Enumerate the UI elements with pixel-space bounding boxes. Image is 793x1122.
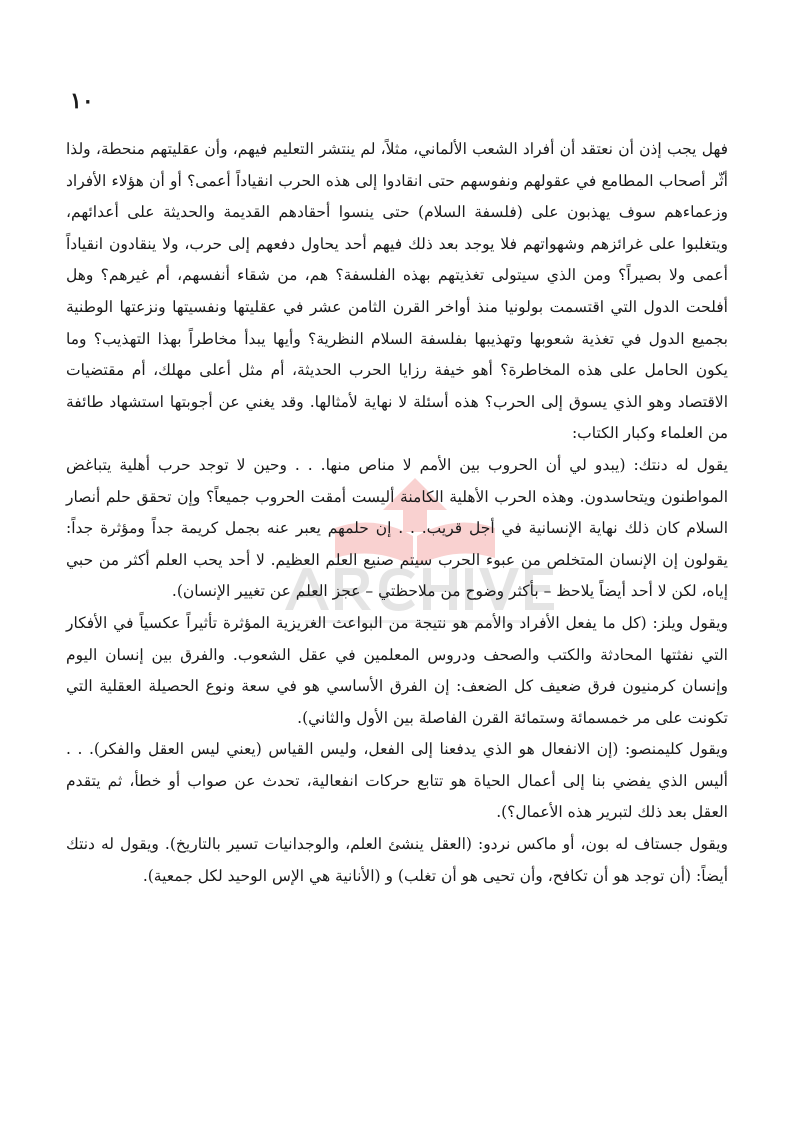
paragraph: فهل يجب إذن أن نعتقد أن أفراد الشعب الألماني، مثلاً، لم ينتشر التعليم فيهم، وأن عقليتهم منحطة، ولذا أثّر أصحاب المطامع في عقولهم ونفوسهم حتى انقادوا إلى هذه الحرب انقياداً أعمى؟ أو أن هؤلاء الأفراد وزعماءهم سوف يهذبون على (فلسفة السلام) حتى ينسوا أحقادهم القديمة والحديثة على أعدائهم، ويتغلبوا على غرائزهم وشهواتهم فلا يوجد بعد ذلك فيهم أحد يحاول دفعهم إلى حرب، ولا ينقادون انقياداً أعمى ولا بصيراً؟ ومن الذي سيتولى تغذيتهم بهذه الفلسفة؟ هم، من شقاء أنفسهم، أم غيرهم؟ وهل أفلحت الدول التي اقتسمت بولونيا منذ أواخر القرن الثامن عشر في عقليتها ونفسيتها ونزعتها الوطنية بجميع الدول في تغذية شعوبها وتهذيبها بفلسفة السلام النظرية؟ وأيها يبدأ مخاطراً بهذا التهذيب؟ وما يكون الحامل على هذه المخاطرة؟ أهو خيفة رزايا الحرب الحديثة، أم مثل أعلى مهلك، أم مقتضيات الاقتصاد وهو الذي يسوق إلى الحرب؟ هذه أسئلة لا نهاية لأمثالها. وقد يغني عن أجوبتها استشهاد طائفة من العلماء وكبار الكتاب: — [66, 140, 728, 443]
paragraph: ويقول جستاف له بون، أو ماكس نردو: (العقل ينشئ العلم، والوجدانيات تسير بالتاريخ). ويقول له دنتك أيضاً: (أن توجد هو أن تكافح، وأن تحيى هو أن تغلب) و (الأنانية هي الإس الوحيد لكل جمعية). — [66, 835, 728, 885]
paragraph: ويقول كليمنصو: (إن الانفعال هو الذي يدفعنا إلى الفعل، وليس القياس (يعني ليس العقل والفكر). . . أليس الذي يفضي بنا إلى أعمال الحياة هو تتابع حركات انفعالية، تحدث عن صواب أو خطأ، ثم يتقدم العقل بعد ذلك لتبرير هذه الأعمال؟). — [66, 740, 728, 822]
paragraph: يقول له دنتك: (يبدو لي أن الحروب بين الأمم لا مناص منها. . . وحين لا توجد حرب أهلية يتباغض المواطنون ويتحاسدون. وهذه الحرب الأهلية الكامنة أليست أمقت الحروب جميعاً؟ وإن تحقق حلم أنصار السلام كان ذلك نهاية الإنسانية في أجل قريب. . . إن حلمهم يعبر عنه بجمل كريمة جداً ومؤثرة جداً: يقولون إن الإنسان المتخلص من عبوء الحرب سيتم صنيع العلم العظيم. لا أحد يحب العلم أكثر من حبي إياه، لكن لا أحد أيضاً يلاحظ – بأكثر وضوح من ملاحظتي – عجز العلم عن تغيير الإنسان). — [66, 455, 728, 601]
body-text — [66, 134, 728, 892]
page-number: ١٠ — [70, 88, 94, 114]
paragraph: ويقول ويلز: (كل ما يفعل الأفراد والأمم هو نتيجة من البواعث الغريزية المؤثرة تأثيراً عكسياً في الأفكار التي نفثتها المحادثة والكتب والصحف ودروس المعلمين في عقل الشعوب. والفرق بين إنسان اليوم وإنسان كرمنيون فرق ضعيف كل الضعف: إن الفرق الأساسي هو في سعة ونوع الحصيلة العقلية التي تكونت على مر خمسمائة وستمائة القرن الفاصلة بين الأول والثاني). — [66, 613, 728, 727]
